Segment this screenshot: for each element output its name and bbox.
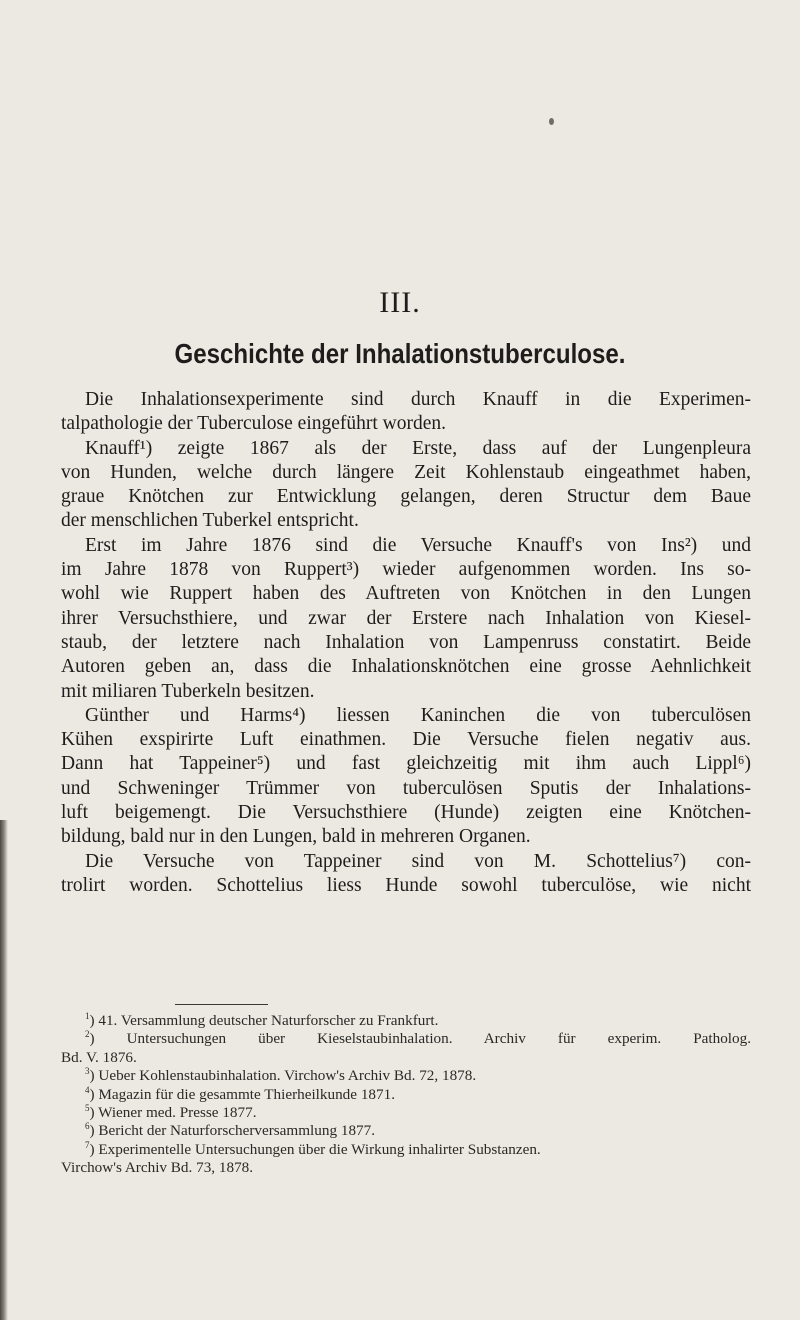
body-line: Günther und Harms⁴) liessen Kaninchen die von tuberculösen [85,704,751,726]
body-line: luft beigemengt. Die Versuchsthiere (Hunde) zeigten eine Knötchen- [61,802,751,824]
body-line: Autoren geben an, dass die Inhalationsknötchen eine grosse Aehnlichkeit [61,656,751,678]
body-line: und Schweninger Trümmer von tuberculösen Sputis der Inhalations- [61,777,751,799]
body-line: Die Versuche von Tappeiner sind von M. Schottelius⁷) con- [85,850,751,872]
footnote: $^2$) Untersuchungen über Kieselstaubinhalation. Archiv für experim. Patholog. [85,1030,751,1048]
footnote-mark: 6 [85,1121,90,1132]
footnote-text: Experimentelle Untersuchungen über die Wirkung inhalirter Substanzen. [98,1140,541,1158]
chapter-title: Geschichte der Inhalationstuberculose. [174,338,626,369]
body-line: Kühen exspirirte Luft einathmen. Die Versuche fielen negativ aus. [61,729,751,751]
body-line: Erst im Jahre 1876 sind die Versuche Knauff's von Ins²) und [85,534,751,556]
binding-edge-shadow [0,820,8,1320]
footnote-text: 41. Versammlung deutscher Naturforscher zu Frankfurt. [98,1012,439,1029]
body-line: wohl wie Ruppert haben des Auftreten von Knötchen in den Lungen [61,583,751,605]
footnote: $^6$) Bericht der Naturforscherversammlung 1877. [85,1121,376,1140]
body-line: talpathologie der Tuberculose eingeführt worden. [61,413,447,435]
footnote: $^3$) Ueber Kohlenstaubinhalation. Virchow's Archiv Bd. 72, 1878. [85,1066,477,1085]
footnote: $^4$) Magazin für die gesammte Thierheilkunde 1871. [85,1084,395,1103]
body-line: mit miliaren Tuberkeln besitzen. [61,680,315,702]
body-line: von Hunden, welche durch längere Zeit Kohlenstaub eingeathmet haben, [61,461,751,483]
body-line: Dann hat Tappeiner⁵) und fast gleichzeitig mit ihm auch Lippl⁶) [61,753,751,775]
body-line: Knauff¹) zeigte 1867 als der Erste, dass auf der Lungenpleura [85,437,751,459]
ink-speck [549,118,554,125]
body-line: Die Inhalationsexperimente sind durch Knauff in die Experimen- [85,389,751,410]
footnote-mark: 4 [85,1084,90,1095]
footnote: $^1$) 41. Versammlung deutscher Naturforscher zu Frankfurt. [85,1011,439,1029]
body-line: ihrer Versuchsthiere, und zwar der Erstere nach Inhalation von Kiesel- [61,607,751,629]
body-line: staub, der letztere nach Inhalation von Lampenruss constatirt. Beide [61,631,751,653]
footnote-text: Bericht der Naturforscherversammlung 1877. [98,1122,376,1140]
footnote-text: Wiener med. Presse 1877. [98,1104,257,1122]
body-text [61,388,751,898]
body-line: graue Knötchen zur Entwicklung gelangen, deren Structur dem Baue [61,486,751,508]
footnote-mark: 7 [85,1139,90,1150]
footnote-text: Ueber Kohlenstaubinhalation. Virchow's Archiv Bd. 72, 1878. [98,1067,477,1085]
footnote-continuation: Bd. V. 1876. [61,1048,137,1066]
footnote: $^7$) Experimentelle Untersuchungen über die Wirkung inhalirter Substanzen. [85,1139,541,1158]
footnote: $^5$) Wiener med. Presse 1877. [85,1103,257,1122]
footnotes [61,1012,751,1178]
body-line: bildung, bald nur in den Lungen, bald in mehreren Organen. [61,826,531,848]
footnote-text: Untersuchungen über Kieselstaubinhalation. Archiv für experim. Patholog. [126,1030,751,1048]
footnote-mark: 3 [85,1066,90,1077]
footnote-mark: 5 [85,1103,90,1114]
footnote-mark: 1 [85,1011,90,1021]
footnote-text: Magazin für die gesammte Thierheilkunde 1871. [98,1085,395,1103]
chapter-number: III. [379,286,421,319]
body-line: trolirt worden. Schottelius liess Hunde sowohl tuberculöse, wie nicht [61,874,751,896]
footnote-separator [175,1004,268,1005]
footnote-mark: 2 [85,1030,90,1040]
footnote-continuation: Virchow's Archiv Bd. 73, 1878. [61,1159,254,1177]
body-line: im Jahre 1878 von Ruppert³) wieder aufgenommen worden. Ins so- [61,559,751,581]
body-line: der menschlichen Tuberkel entspricht. [61,510,359,532]
